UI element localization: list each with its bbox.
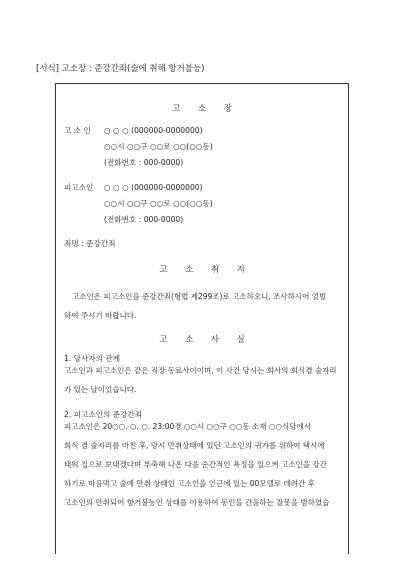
accused-phone: (전화번호 : 000-0000) [104, 215, 184, 224]
section1-line: 가 있는 날이었습니다. [64, 385, 137, 394]
purpose-line: 고소인은 피고소인을 준강간죄(형법 제299조)로 고소하오니, 조사하시어 엄벌 [72, 292, 327, 301]
purpose-paragraph [64, 287, 340, 325]
complainant-name: ○ ○ ○ (000000-0000000) [104, 126, 203, 135]
facts-heading: 고 소 사 실 [159, 334, 245, 344]
complaint-document [55, 83, 349, 554]
purpose-heading: 고 소 취 지 [159, 264, 245, 274]
accused-label: 피고소인 [64, 183, 94, 192]
section2-line: 피고소인은 20○○. ○. ○. 23:00경 ○○시 ○○구 ○○동 소재 ○○식당에서 [64, 422, 311, 431]
section2-line: 하기로 마음먹고 술에 만취 상태인 고소인을 인근에 있는 00모텔로 데려간 후 [64, 479, 315, 488]
form-title: [서식] 고소장 : 준강간죄(술에 취해 항거불능) [36, 64, 205, 74]
charge-line: 죄명 : 준강간죄 [64, 239, 116, 248]
section1-paragraph [64, 361, 340, 399]
section2-line: 회식 겸 술자리를 마친 후, 당시 만취상태에 있던 고소인의 귀가를 위하여 택시에 [64, 441, 325, 450]
accused-name: ○ ○ ○ (000000-0000000) [104, 183, 203, 192]
document-title: 고 소 장 [172, 103, 232, 113]
section2-paragraph [64, 417, 340, 512]
section2-line: 태워 집으로 보내겠다며 부축해 나온 다음 순간적인 욕정을 일으켜 고소인을 강간 [64, 460, 327, 469]
complainant-phone: (전화번호 : 000-0000) [104, 158, 184, 167]
section1-line: 고소인과 피고소인은 같은 직장 동료사이이며, 이 사건 당시는 회사의 회식겸 술자리 [64, 366, 337, 375]
section2-line: 고소인의 만취되어 항거불능인 상태를 이용하여 동인을 간음하는 잘못을 범하였습 [64, 498, 330, 507]
complainant-address: ○○시 ○○구 ○○로 ○○(○○동) [104, 142, 213, 151]
accused-address: ○○시 ○○구 ○○로 ○○(○○동) [104, 199, 213, 208]
section2-heading: 2. 피고소인의 준강간죄 [64, 410, 143, 419]
section1-heading: 1. 당사자의 관계 [64, 354, 121, 363]
purpose-line: 하여 주시기 바랍니다. [64, 311, 137, 320]
complainant-label: 고 소 인 [64, 126, 91, 135]
